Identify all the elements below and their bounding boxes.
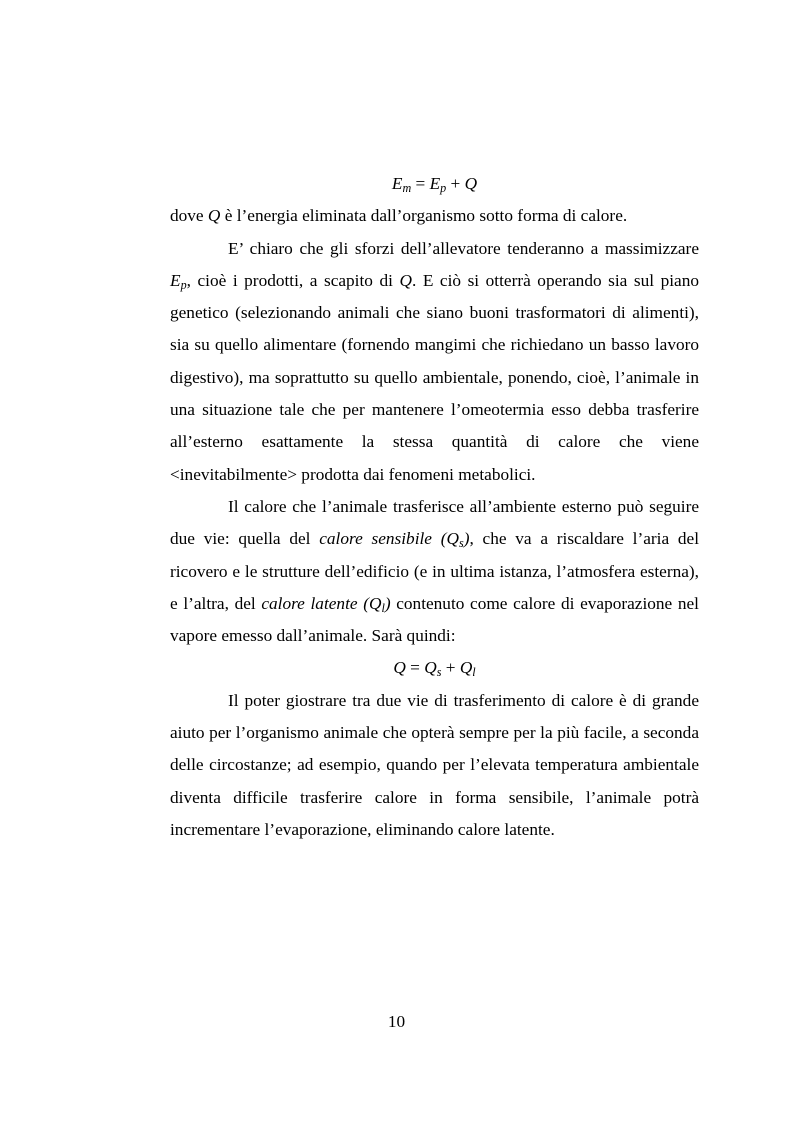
p3-cl-text: calore latente (Q [261,593,382,613]
eq1-equals: = [415,174,426,193]
paragraph-1 [170,200,699,232]
paragraph-2 [170,233,699,491]
eq1-term1-sub: p [440,181,447,195]
eq1-term2: Q [464,174,478,193]
p3-cl-sub: l [381,600,385,615]
p2-symbol-q: Q [399,270,412,290]
eq1-lhs: E [391,174,403,193]
page-number: 10 [387,1012,406,1031]
p3-calore-sensibile [319,529,470,551]
eq2-lhs: Q [393,658,406,678]
p2-text-c: . E ciò si otterrà operando sia sul piano genetico (selezionando animali che siano buoni trasformatori di alimenti), sia su quello alimentare (fornendo mangimi che richiedano un basso lavoro digestivo), ma soprattutto su quello ambientale, ponendo, cioè, l’animale in una situazione tale che per mantenere l’omeotermia esso debba trasferire all’esterno esattamente la stessa quantità di calore che viene <inevitabilmente> prodotta dai fenomeni metabolici. [170,270,699,484]
p2-symbol-ep-sub: p [180,277,187,292]
eq1-term1: E [429,174,441,193]
equation-heat-split [170,652,699,684]
p3-text-c: contenuto come calore di evaporazione nel vapore emesso dall’animale. Sarà quindi: [170,593,699,646]
eq2-plus: + [445,658,456,678]
eq1-lhs-sub: m [402,181,412,195]
p3-cl-end: ) [384,593,391,613]
p3-cs-end: ) [463,529,470,549]
eq2-term1: Q [424,658,437,678]
p2-symbol-ep: E [170,270,181,290]
paragraph-4: Il poter giostrare tra due vie di trasferimento di calore è di grande aiuto per l’organismo animale che opterà sempre per la più facile, a seconda delle circostanze; ad esempio, quando per l’elevata temperatura ambientale diventa difficile trasferire calore in forma sensibile, l’animale potrà incrementare l’evaporazione, eliminando calore latente. [170,690,699,839]
p1-text-a: dove [170,206,208,226]
p2-text-b: , cioè i prodotti, a scapito di [186,270,400,290]
paragraph-3 [170,491,699,652]
page-body [170,168,699,846]
p2-text-a: E’ chiaro che gli sforzi dell’allevatore tenderanno a massimizzare [228,238,699,258]
p3-calore-latente [261,594,390,613]
p1-text-b: è l’energia eliminata dall’organismo sotto forma di calore. [220,206,628,226]
eq2-term1-sub: s [436,665,442,680]
p1-symbol-q: Q [207,206,221,226]
p3-cs-sub: s [458,536,464,551]
p3-text-b: , che va a riscaldare l’aria del ricovero e le strutture dell’edificio (e in ultima istanza, l’atmosfera esterna), e l’altra, del [170,529,699,613]
eq2-term2-sub: l [472,665,476,680]
eq2-equals: = [410,658,420,678]
p3-text-a: Il calore che l’animale trasferisce all’ambiente esterno può seguire due vie: quella del [170,496,699,549]
equation-energy-balance [170,168,699,200]
p3-cs-text: calore sensibile (Q [319,529,459,549]
eq1-plus: + [450,174,461,193]
eq2-term2: Q [459,658,473,678]
